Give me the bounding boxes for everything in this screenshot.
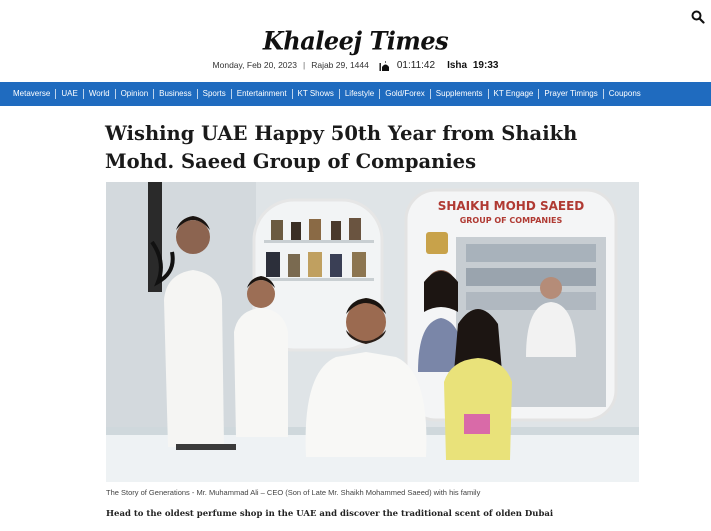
current-time: 01:11:42 [396, 59, 436, 71]
nav-item-entertainment[interactable]: Entertainment [232, 89, 293, 99]
hijri-date: Rajab 29, 1444 [311, 60, 369, 70]
nav-item-coupons[interactable]: Coupons [608, 89, 641, 98]
nav-item-lifestyle[interactable]: Lifestyle [340, 89, 380, 99]
family-photo-illustration [106, 182, 639, 482]
gregorian-date: Monday, Feb 20, 2023 [212, 60, 297, 70]
nav-item-metaverse[interactable]: Metaverse [8, 89, 56, 99]
nav-item-uae[interactable]: UAE [56, 89, 83, 99]
photo-caption: The Story of Generations - Mr. Muhammad Ali – CEO (Son of Late Mr. Shaikh Mohammed Saeed) with his family [106, 488, 481, 497]
masthead [0, 26, 711, 55]
article-headline: Wishing UAE Happy 50th Year from Shaikh Mohd. Saeed Group of Companies [105, 122, 578, 173]
nav-item-gold-forex[interactable]: Gold/Forex [380, 89, 431, 99]
store-sign-line1: SHAIKH MOHD SAEED [437, 199, 585, 213]
nav-item-business[interactable]: Business [154, 89, 197, 99]
nav-item-supplements[interactable]: Supplements [431, 89, 489, 99]
prayer-time: 19:33 [472, 59, 499, 71]
search-icon [691, 10, 705, 24]
dateline [0, 59, 711, 71]
nav-item-opinion[interactable]: Opinion [116, 89, 155, 99]
site-logo[interactable]: Khaleej Times [262, 25, 449, 56]
main-nav [0, 82, 711, 106]
article-photo [106, 182, 639, 482]
nav-item-kt-shows[interactable]: KT Shows [293, 89, 340, 99]
date-separator: | [302, 60, 306, 70]
nav-item-sports[interactable]: Sports [198, 89, 232, 99]
article-subhead: Head to the oldest perfume shop in the UAE and discover the traditional scent of olden Dubai [106, 509, 554, 519]
nav-item-prayer-timings[interactable]: Prayer Timings [539, 89, 603, 99]
nav-item-kt-engage[interactable]: KT Engage [489, 89, 540, 99]
mosque-icon [379, 59, 391, 71]
store-sign-line2: GROUP OF COMPANIES [459, 216, 563, 225]
nav-item-world[interactable]: World [84, 89, 116, 99]
prayer-time-display[interactable] [447, 60, 498, 71]
prayer-name: Isha [447, 59, 468, 71]
search-button[interactable] [691, 10, 705, 24]
